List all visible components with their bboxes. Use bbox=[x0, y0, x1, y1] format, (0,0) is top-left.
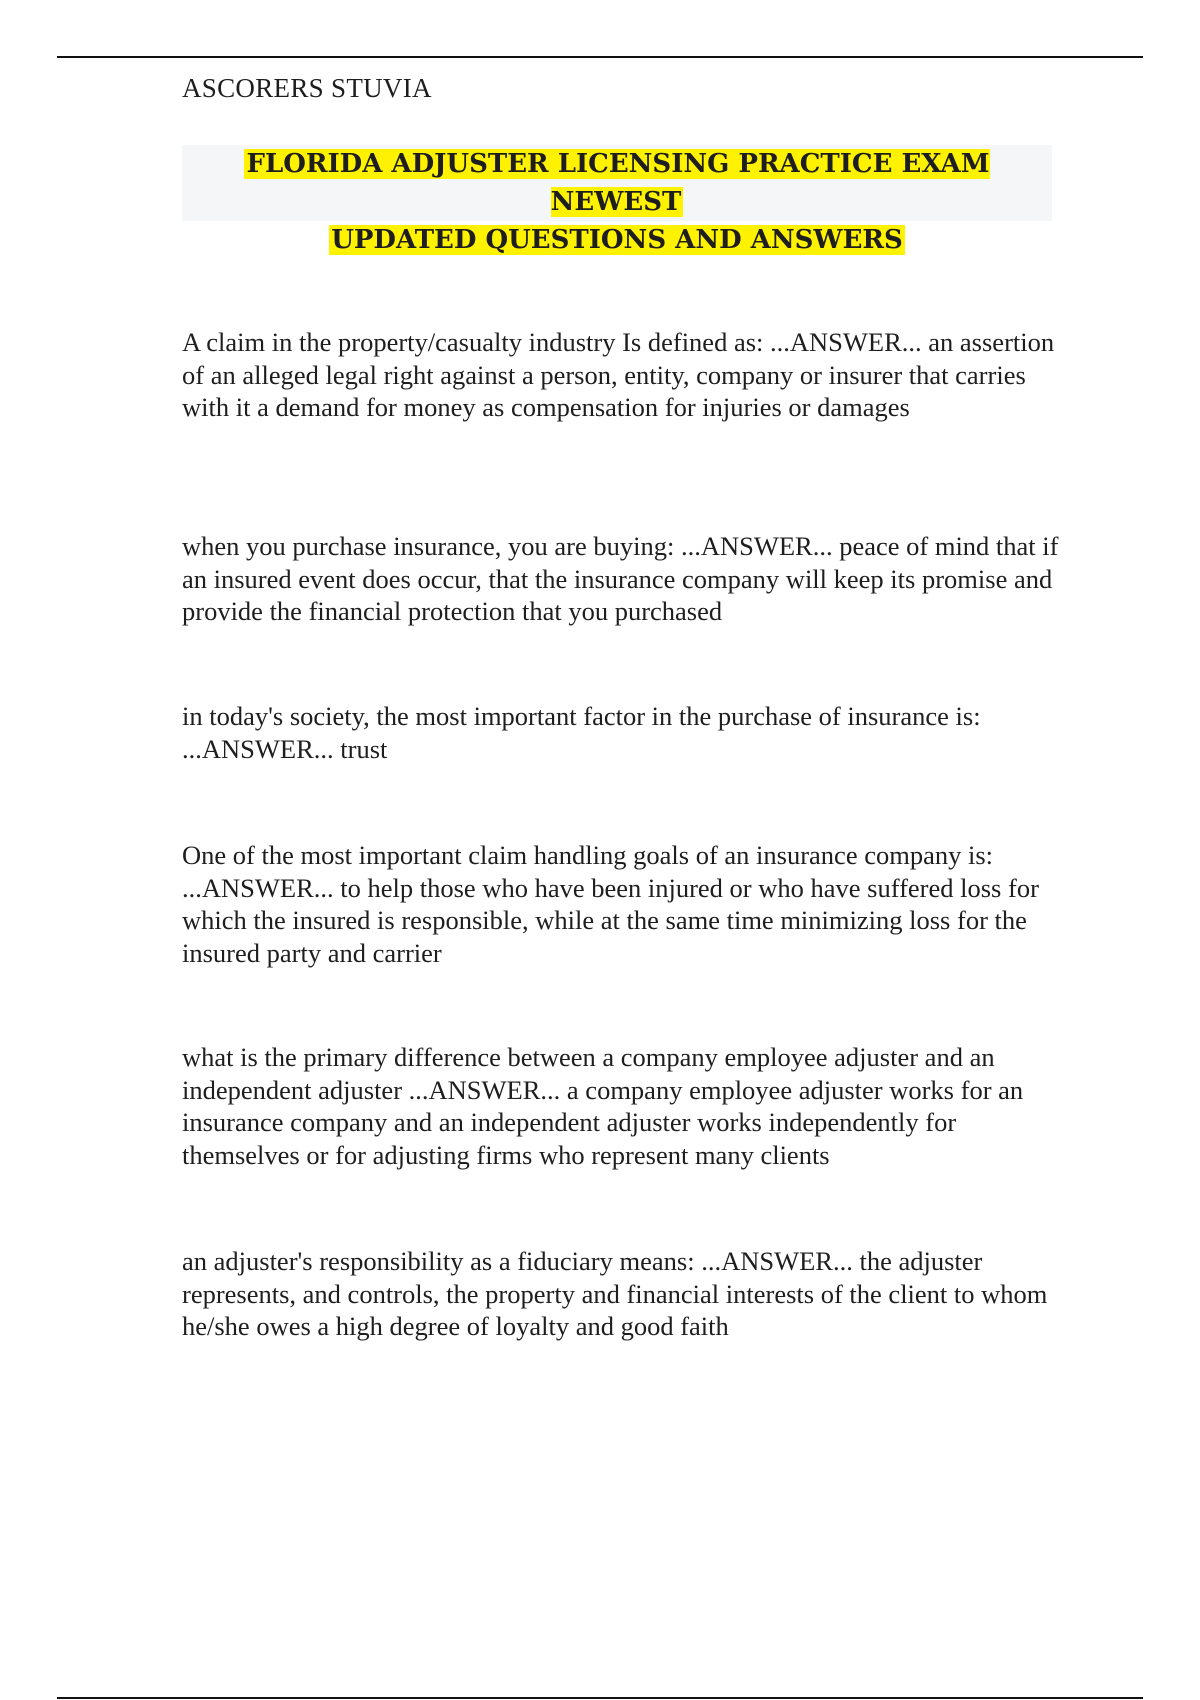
answer-separator: ...ANSWER... bbox=[770, 327, 922, 357]
qa-question: One of the most important claim handling goals of an insurance company is: bbox=[182, 840, 994, 870]
qa-answer: a company employee adjuster works for an insurance company and an independent adjuster works independently for themselves or for adjusting firms who represent many clients bbox=[182, 1074, 1030, 1170]
qa-item bbox=[182, 530, 1066, 628]
answer-separator: ...ANSWER... bbox=[408, 1074, 561, 1105]
document-title-line2: UPDATED QUESTIONS AND ANSWERS bbox=[331, 225, 903, 255]
qa-answer: to help those who have been injured or who have suffered loss for which the insured is responsible, while at the same time minimizing loss for the insured party and carrier bbox=[182, 872, 1046, 968]
answer-separator: ...ANSWER... bbox=[680, 531, 833, 561]
qa-question: when you purchase insurance, you are buying: bbox=[182, 531, 675, 561]
qa-answer: an assertion of an alleged legal right against a person, entity, company or insurer that carries with it a demand for money as compensation for injuries or damages bbox=[182, 327, 1061, 422]
qa-answer: peace of mind that if an insured event does occur, that the insurance company will keep its promise and provide the financial protection that you purchased bbox=[182, 531, 1066, 626]
qa-question: in today's society, the most important factor in the purchase of insurance is: bbox=[182, 701, 981, 731]
qa-item bbox=[182, 700, 1062, 765]
qa-question: A claim in the property/casualty industry Is defined as: bbox=[182, 327, 764, 357]
answer-separator: ...ANSWER... bbox=[182, 733, 334, 764]
document-title-line1: FLORIDA ADJUSTER LICENSING PRACTICE EXAM NEWEST bbox=[246, 149, 990, 217]
qa-item bbox=[182, 839, 1062, 969]
qa-item bbox=[182, 326, 1062, 424]
qa-item bbox=[182, 1245, 1062, 1343]
top-rule bbox=[57, 56, 1143, 58]
qa-answer: the adjuster represents, and controls, the property and financial interests of the client to whom he/she owes a high degree of loyalty and good faith bbox=[182, 1246, 1055, 1341]
qa-question: what is the primary difference between a company employee adjuster and an independent adjuster bbox=[182, 1042, 1002, 1105]
document-title bbox=[182, 145, 1052, 255]
answer-separator: ...ANSWER... bbox=[701, 1246, 853, 1276]
qa-answer: trust bbox=[340, 733, 388, 764]
header-source-label: ASCORERS STUVIA bbox=[182, 73, 432, 103]
answer-separator: ...ANSWER... bbox=[182, 872, 334, 903]
qa-item bbox=[182, 1041, 1062, 1171]
qa-question: an adjuster's responsibility as a fiduciary means: bbox=[182, 1246, 695, 1276]
bottom-rule bbox=[57, 1697, 1143, 1699]
